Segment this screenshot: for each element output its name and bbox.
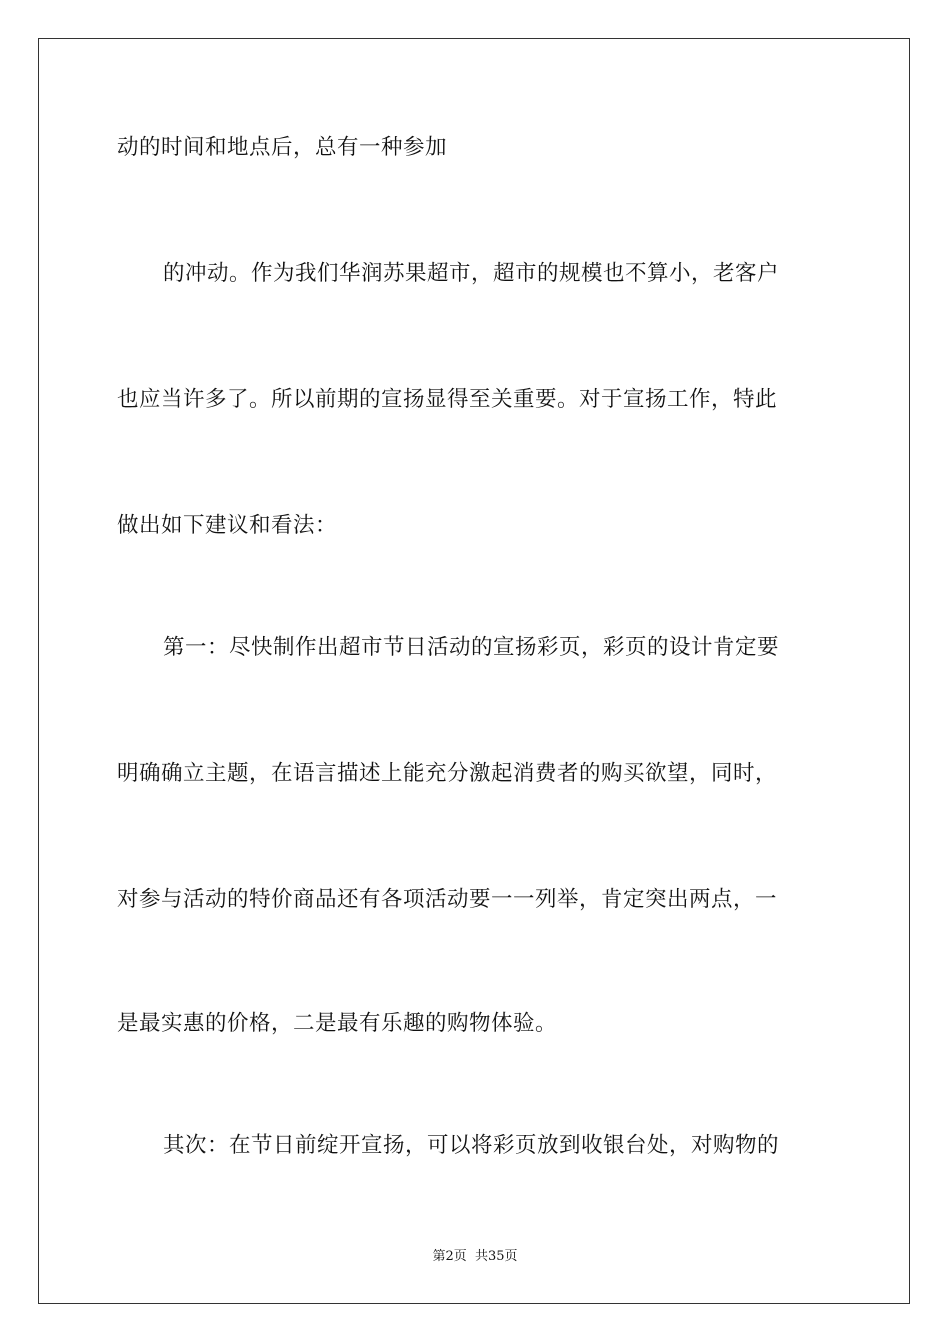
text-line-3: 也应当许多了。所以前期的宣扬显得至关重要。对于宣扬工作，特此 bbox=[117, 387, 778, 412]
text-line-9: 其次：在节日前绽开宣扬，可以将彩页放到收银台处，对购物的 bbox=[163, 1133, 780, 1158]
text-line-6: 明确确立主题，在语言描述上能充分激起消费者的购买欲望，同时， bbox=[117, 761, 778, 786]
page-footer bbox=[0, 1248, 950, 1266]
page-number: 第2页 bbox=[432, 1249, 467, 1264]
text-line-2: 的冲动。作为我们华润苏果超市，超市的规模也不算小，老客户 bbox=[163, 261, 780, 286]
text-line-4: 做出如下建议和看法： bbox=[117, 513, 338, 538]
page-frame bbox=[38, 38, 910, 1304]
text-line-1: 动的时间和地点后，总有一种参加 bbox=[117, 135, 448, 160]
page-total: 共35页 bbox=[474, 1249, 518, 1264]
text-line-8: 是最实惠的价格，二是最有乐趣的购物体验。 bbox=[117, 1011, 558, 1036]
text-line-5: 第一：尽快制作出超市节日活动的宣扬彩页，彩页的设计肯定要 bbox=[163, 635, 780, 660]
text-line-7: 对参与活动的特价商品还有各项活动要一一列举，肯定突出两点，一 bbox=[117, 887, 778, 912]
